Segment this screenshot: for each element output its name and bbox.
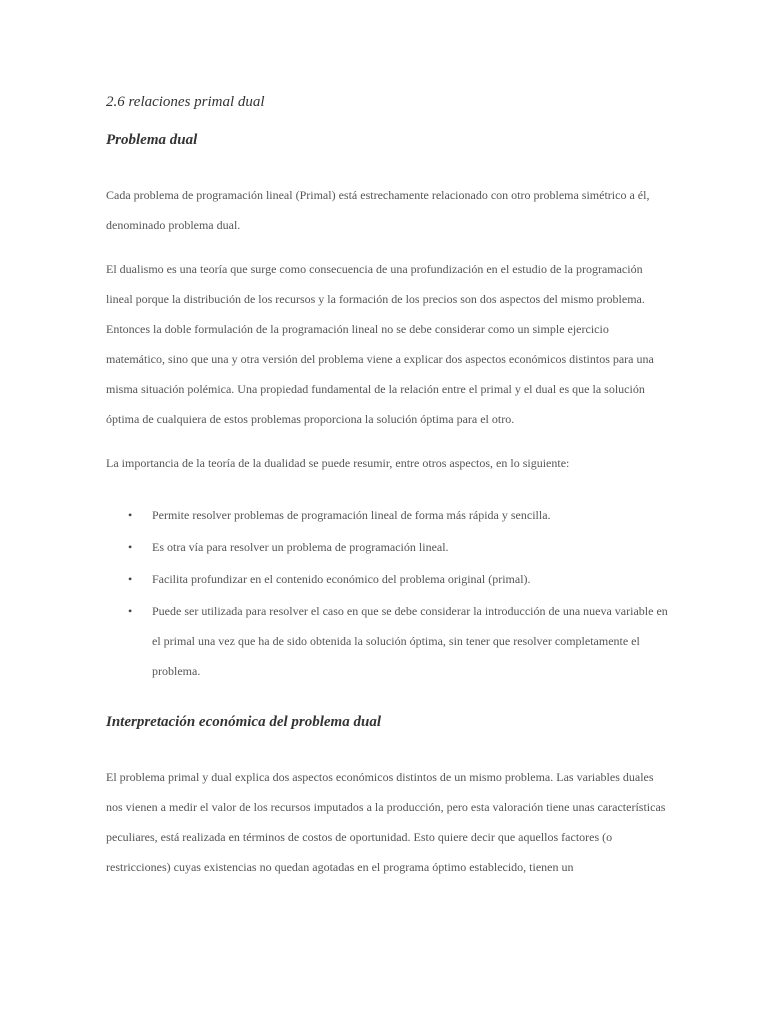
bullet-list [106, 500, 668, 686]
list-item-text: Permite resolver problemas de programación lineal de forma más rápida y sencilla. [152, 508, 551, 522]
list-item [106, 532, 668, 562]
heading-problema-dual: Problema dual [106, 132, 198, 148]
bullet-icon: • [128, 604, 133, 618]
paragraph-2: El dualismo es una teoría que surge como consecuencia de una profundización en el estudio de la programación lineal porque la distribución de los recursos y la formación de los precios son dos aspectos del mismo problema. Entonces la doble formulación de la programación lineal no se debe considerar como un simple ejercicio matemático, sino que una y otra versión del problema viene a explicar dos aspectos económicos distintos para una misma situación polémica. Una propiedad fundamental de la relación entre el primal y el dual es que la solución óptima de cualquiera de estos problemas proporciona la solución óptima para el otro. [106, 262, 654, 426]
list-item-text: Facilita profundizar en el contenido económico del problema original (primal). [152, 572, 531, 586]
list-item [106, 564, 668, 594]
bullet-icon: • [128, 540, 133, 554]
bullet-icon: • [128, 508, 133, 522]
paragraph-3: La importancia de la teoría de la dualidad se puede resumir, entre otros aspectos, en lo siguiente: [106, 456, 570, 470]
list-item [106, 596, 668, 686]
heading-interpretacion-economica: Interpretación económica del problema dual [106, 714, 381, 730]
section-title: 2.6 relaciones primal dual [106, 94, 265, 110]
list-item [106, 500, 668, 530]
paragraph-4: El problema primal y dual explica dos aspectos económicos distintos de un mismo problema. Las variables duales nos vienen a medir el valor de los recursos imputados a la producción, pero esta valoración tiene unas características peculiares, está realizada en términos de costos de oportunidad. Esto quiere decir que aquellos factores (o restricciones) cuyas existencias no quedan agotadas en el programa óptimo establecido, tienen un [106, 770, 666, 874]
bullet-icon: • [128, 572, 133, 586]
list-item-text: Es otra vía para resolver un problema de programación lineal. [152, 540, 449, 554]
list-item-text: Puede ser utilizada para resolver el caso en que se debe considerar la introducción de una nueva variable en el primal una vez que ha de sido obtenida la solución óptima, sin tener que resolver completamente el problema. [152, 604, 668, 678]
paragraph-1: Cada problema de programación lineal (Primal) está estrechamente relacionado con otro problema simétrico a él, denominado problema dual. [106, 188, 650, 232]
